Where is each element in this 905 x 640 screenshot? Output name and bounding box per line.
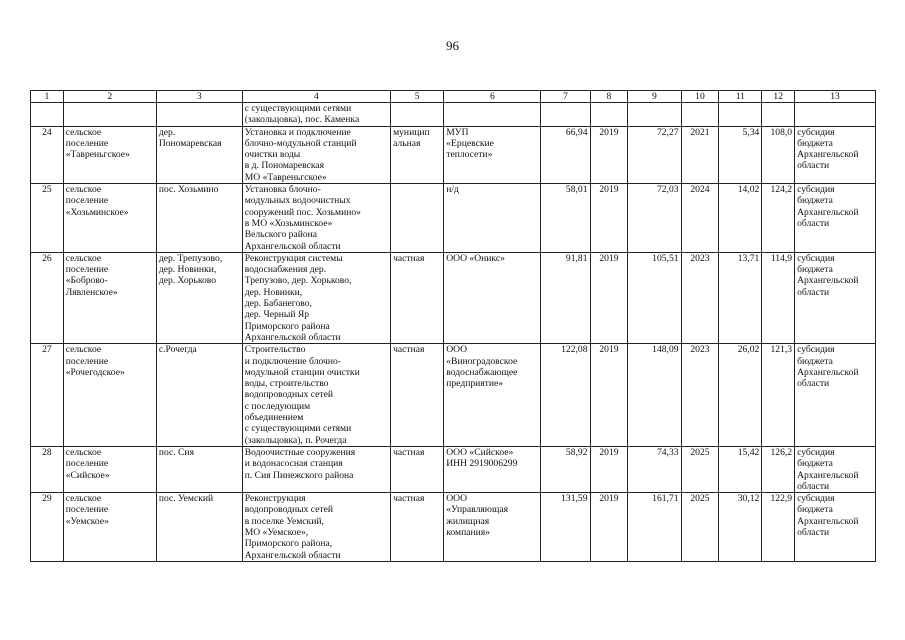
column-number-cell: 6 <box>444 91 541 103</box>
year-col8-cell: 2019 <box>590 344 628 447</box>
settlement-cell: сельское поселение «Уемское» <box>63 493 156 562</box>
project-description-cell: Строительство и подключение блочно- модульной станции очистки воды, строительство водопроводных сетей с последующим объединением с существующими сетями (закольцовка), п. Рочегда <box>242 344 390 447</box>
project-description-cell: Реконструкция водопроводных сетей в поселке Уемский, МО «Уемское», Приморского района, Архангельской области <box>242 493 390 562</box>
row-number: 24 <box>31 126 64 183</box>
column-number-cell: 4 <box>242 91 390 103</box>
value-col7-cell: 122,08 <box>541 344 590 447</box>
year-col10-cell: 2021 <box>681 126 719 183</box>
value-col11-cell: 14,02 <box>719 184 762 253</box>
organization-cell: МУП «Ерцевские теплосети» <box>444 126 541 183</box>
value-col12-cell: 108,0 <box>762 126 795 183</box>
locality-cell: дер. Пономаревская <box>156 126 242 183</box>
column-number-cell: 11 <box>719 91 762 103</box>
column-number-cell: 2 <box>63 91 156 103</box>
project-description-cell: Реконструкция системы водоснабжения дер. Трепузово, дер. Хорьково, дер. Новинки, дер. Бабанегово, дер. Черный Яр Приморского района Архангельской области <box>242 252 390 343</box>
column-number-row <box>31 91 876 103</box>
funding-source-cell: субсидия бюджета Архангельской области <box>795 126 876 183</box>
column-number-cell: 1 <box>31 91 64 103</box>
value-col9-cell: 161,71 <box>628 493 681 562</box>
organization-cell: ООО «Управляющая жилищная компания» <box>444 493 541 562</box>
column-number-cell: 5 <box>391 91 444 103</box>
settlement-cell: сельское поселение «Сийское» <box>63 446 156 492</box>
funding-source-cell: субсидия бюджета Архангельской области <box>795 344 876 447</box>
column-number-cell: 8 <box>590 91 628 103</box>
table-row <box>31 126 876 183</box>
value-col7-cell: 66,94 <box>541 126 590 183</box>
year-col8-cell: 2019 <box>590 446 628 492</box>
locality-cell: пос. Хозьмино <box>156 184 242 253</box>
value-col11-cell: 30,12 <box>719 493 762 562</box>
organization-cell: ООО «Виноградовское водоснабжающее предприятие» <box>444 344 541 447</box>
value-col12-cell: 126,2 <box>762 446 795 492</box>
table-row <box>31 344 876 447</box>
organization-cell: ООО «Сийское» ИНН 2919006299 <box>444 446 541 492</box>
table-row <box>31 493 876 562</box>
value-col11-cell: 13,71 <box>719 252 762 343</box>
column-number-cell: 9 <box>628 91 681 103</box>
funding-source-cell: субсидия бюджета Архангельской области <box>795 493 876 562</box>
value-col12-cell: 124,2 <box>762 184 795 253</box>
value-col12-cell: 122,9 <box>762 493 795 562</box>
funding-source-cell: субсидия бюджета Архангельской области <box>795 184 876 253</box>
value-col9-cell: 72,03 <box>628 184 681 253</box>
column-number-cell: 3 <box>156 91 242 103</box>
year-col10-cell: 2023 <box>681 252 719 343</box>
column-number-cell: 12 <box>762 91 795 103</box>
settlement-cell: сельское поселение «Боброво- Лявленское» <box>63 252 156 343</box>
ownership-cell <box>391 184 444 253</box>
funding-source-cell: субсидия бюджета Архангельской области <box>795 252 876 343</box>
funding-source-cell: субсидия бюджета Архангельской области <box>795 446 876 492</box>
value-col12-cell: 121,3 <box>762 344 795 447</box>
ownership-cell: частная <box>391 252 444 343</box>
project-description-cell: Установка и подключение блочно-модульной станций очистки воды в д. Пономаревская МО «Тавреньгское» <box>242 126 390 183</box>
organization-cell: ООО «Оникс» <box>444 252 541 343</box>
project-description-cell: Установка блочно- модульных водоочистных сооружений пос. Хозьмино» в МО «Хозьминское» Вельского района Архангельской области <box>242 184 390 253</box>
value-col12-cell: 114,9 <box>762 252 795 343</box>
value-col9-cell: 105,51 <box>628 252 681 343</box>
organization-cell: н/д <box>444 184 541 253</box>
column-number-cell: 13 <box>795 91 876 103</box>
table-row <box>31 446 876 492</box>
year-col8-cell: 2019 <box>590 252 628 343</box>
row-number: 27 <box>31 344 64 447</box>
year-col10-cell: 2025 <box>681 446 719 492</box>
ownership-cell: муницип альная <box>391 126 444 183</box>
value-col11-cell: 26,02 <box>719 344 762 447</box>
year-col8-cell: 2019 <box>590 493 628 562</box>
ownership-cell: частная <box>391 344 444 447</box>
row-number: 25 <box>31 184 64 253</box>
settlement-cell: сельское поселение «Хозьминское» <box>63 184 156 253</box>
value-col7-cell: 91,81 <box>541 252 590 343</box>
value-col9-cell: 72,27 <box>628 126 681 183</box>
row-number: 28 <box>31 446 64 492</box>
row-number: 26 <box>31 252 64 343</box>
year-col8-cell: 2019 <box>590 126 628 183</box>
locality-cell: пос. Уемский <box>156 493 242 562</box>
locality-cell: пос. Сия <box>156 446 242 492</box>
column-number-cell: 10 <box>681 91 719 103</box>
continuation-row <box>31 103 876 127</box>
page-number: 96 <box>446 38 459 53</box>
value-col7-cell: 131,59 <box>541 493 590 562</box>
ownership-cell: частная <box>391 446 444 492</box>
settlement-cell: сельское поселение «Рочегодское» <box>63 344 156 447</box>
year-col10-cell: 2025 <box>681 493 719 562</box>
continuation-text: с существующими сетями (закольцовка), пос. Каменка <box>242 103 390 127</box>
table-row <box>31 252 876 343</box>
investment-table <box>30 90 876 562</box>
value-col9-cell: 74,33 <box>628 446 681 492</box>
value-col11-cell: 15,42 <box>719 446 762 492</box>
ownership-cell: частная <box>391 493 444 562</box>
value-col9-cell: 148,09 <box>628 344 681 447</box>
project-description-cell: Водоочистные сооружения и водонасосная станция п. Сия Пинежского района <box>242 446 390 492</box>
settlement-cell: сельское поселение «Тавреньгское» <box>63 126 156 183</box>
row-number: 29 <box>31 493 64 562</box>
value-col7-cell: 58,01 <box>541 184 590 253</box>
locality-cell: дер. Трепузово, дер. Новинки, дер. Хорьково <box>156 252 242 343</box>
year-col10-cell: 2024 <box>681 184 719 253</box>
year-col8-cell: 2019 <box>590 184 628 253</box>
table-row <box>31 184 876 253</box>
locality-cell: с.Рочегда <box>156 344 242 447</box>
value-col11-cell: 5,34 <box>719 126 762 183</box>
year-col10-cell: 2023 <box>681 344 719 447</box>
value-col7-cell: 58,92 <box>541 446 590 492</box>
column-number-cell: 7 <box>541 91 590 103</box>
